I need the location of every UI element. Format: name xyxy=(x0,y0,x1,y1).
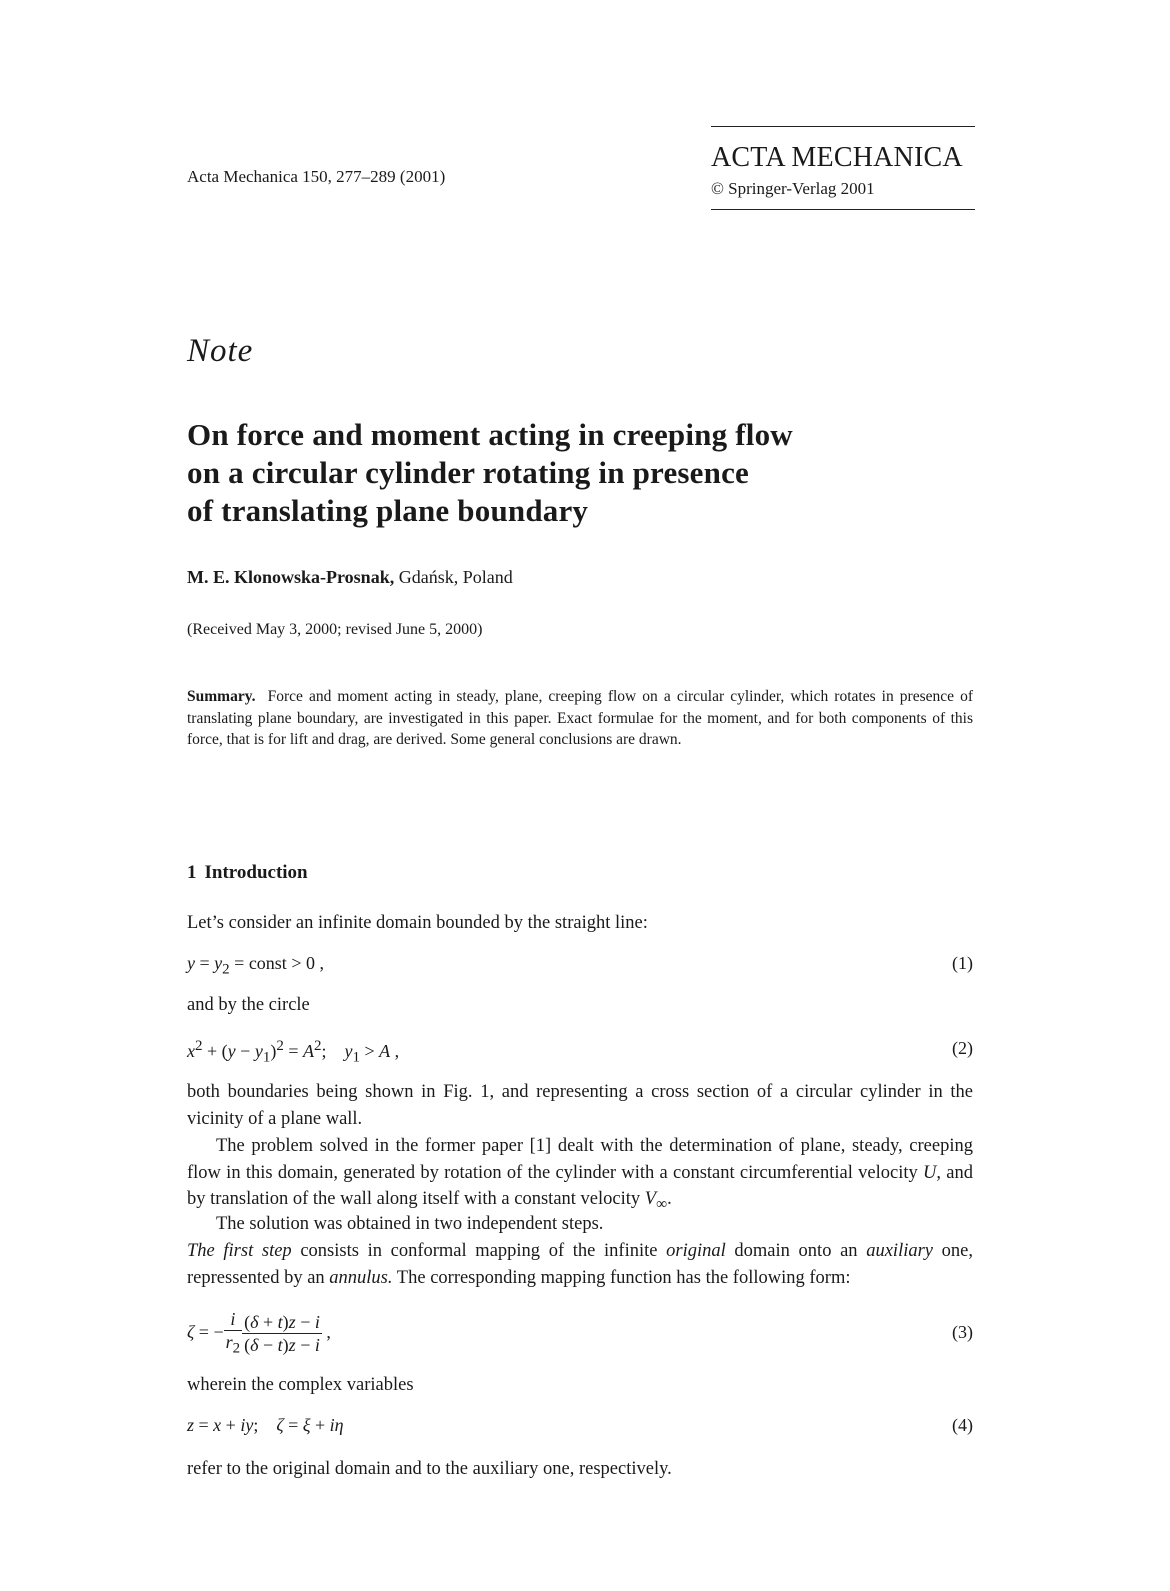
title-line: on a circular cylinder rotating in presence xyxy=(187,455,749,490)
equation-2-body: $x^2 + (y - y_1)^2 = A^2$; $y_1 > A$ , xyxy=(187,1038,400,1066)
equation-3 xyxy=(187,1308,973,1360)
emphasis: auxiliary xyxy=(866,1241,934,1261)
paragraph: The solution was obtained in two independent steps. xyxy=(216,1214,604,1234)
paragraph: and by the circle xyxy=(187,995,310,1015)
masthead-bottom-rule xyxy=(711,209,975,210)
text-run: The problem solved in the former paper [1] dealt with the determination of plane, steady, creeping flow in this domain, generated by rotation of the cylinder with a constant circumferential velocity xyxy=(187,1136,973,1183)
paragraph: The problem solved in the former paper [1] dealt with the determination of plane, steady, creeping flow in this domain, generated by rotation of the cylinder with a constant circumferential velocity U, and by translation of the wall along itself with a constant velocity $V_\infty$. xyxy=(187,1136,973,1213)
summary-label: Summary. xyxy=(187,688,256,705)
equation-2 xyxy=(187,1038,973,1067)
author-line xyxy=(187,567,513,588)
equation-number: (2) xyxy=(952,1038,973,1058)
summary-abstract xyxy=(187,686,973,751)
section-number: 1 xyxy=(187,862,197,883)
title-line: of translating plane boundary xyxy=(187,493,589,528)
section-title: Introduction xyxy=(204,862,308,883)
summary-text: Force and moment acting in steady, plane, creeping flow on a circular cylinder, which rotates in presence of translating plane boundary, are investigated in this paper. Exact formulae for the moment, and for both components of this force, that is for lift and drag, are derived. Some general conclusions are drawn. xyxy=(187,688,973,748)
paper-title xyxy=(187,416,947,530)
section-heading xyxy=(187,862,308,884)
title-line: On force and moment acting in creeping flow xyxy=(187,417,793,452)
paragraph: refer to the original domain and to the auxiliary one, respectively. xyxy=(187,1459,672,1479)
emphasis: The first step xyxy=(187,1241,292,1261)
equation-const: const xyxy=(248,953,287,973)
equation-1 xyxy=(187,953,973,979)
copyright-notice: © Springer-Verlag 2001 xyxy=(711,179,875,198)
paragraph xyxy=(187,1238,973,1291)
text-run: The corresponding mapping function has the following form: xyxy=(392,1267,851,1288)
text-run: , and by translation of the wall along itself with a constant velocity xyxy=(187,1162,973,1209)
author-location: Gdańsk, Poland xyxy=(394,567,513,587)
equation-4-body: z = x + iy; ζ = ξ + iη xyxy=(187,1415,344,1435)
author-name: M. E. Klonowska-Prosnak, xyxy=(187,567,395,587)
paragraph: Let’s consider an infinite domain bounded by the straight line: xyxy=(187,913,648,933)
emphasis: annulus. xyxy=(329,1267,393,1288)
text-run: domain onto an xyxy=(725,1241,867,1261)
equation-1-body: $y = y_2$ = const > 0 , xyxy=(187,953,324,978)
fraction: $\frac{(\delta + t)z - i}{(\delta - t)z - i}$ xyxy=(244,1312,320,1356)
text-run: consists in conformal mapping of the infinite xyxy=(291,1241,667,1261)
received-dates: (Received May 3, 2000; revised June 5, 2000) xyxy=(187,621,483,638)
paragraph: both boundaries being shown in Fig. 1, and representing a cross section of a circular cylinder in the vicinity of a plane wall. xyxy=(187,1082,973,1129)
equation-3-body: ζ = − $\frac{i}{r_2}$ $\frac{(\delta + t)z - i}{(\delta - t)z - i}$ , xyxy=(187,1322,331,1342)
equation-number: (4) xyxy=(952,1415,973,1435)
masthead-top-rule xyxy=(711,126,975,127)
journal-name: ACTA MECHANICA xyxy=(711,142,963,173)
journal-citation: Acta Mechanica 150, 277–289 (2001) xyxy=(187,167,446,186)
equation-number: (3) xyxy=(952,1322,973,1342)
equation-number: (1) xyxy=(952,953,973,973)
emphasis: original xyxy=(666,1241,726,1261)
text-run: . xyxy=(667,1189,672,1209)
text-run: one, repressented by an xyxy=(187,1241,974,1288)
equation-4 xyxy=(187,1415,973,1436)
article-type-label: Note xyxy=(187,333,254,369)
journal-masthead xyxy=(711,126,975,210)
paragraph: wherein the complex variables xyxy=(187,1375,414,1395)
fraction: $\frac{i}{r_2}$ xyxy=(225,1309,241,1357)
